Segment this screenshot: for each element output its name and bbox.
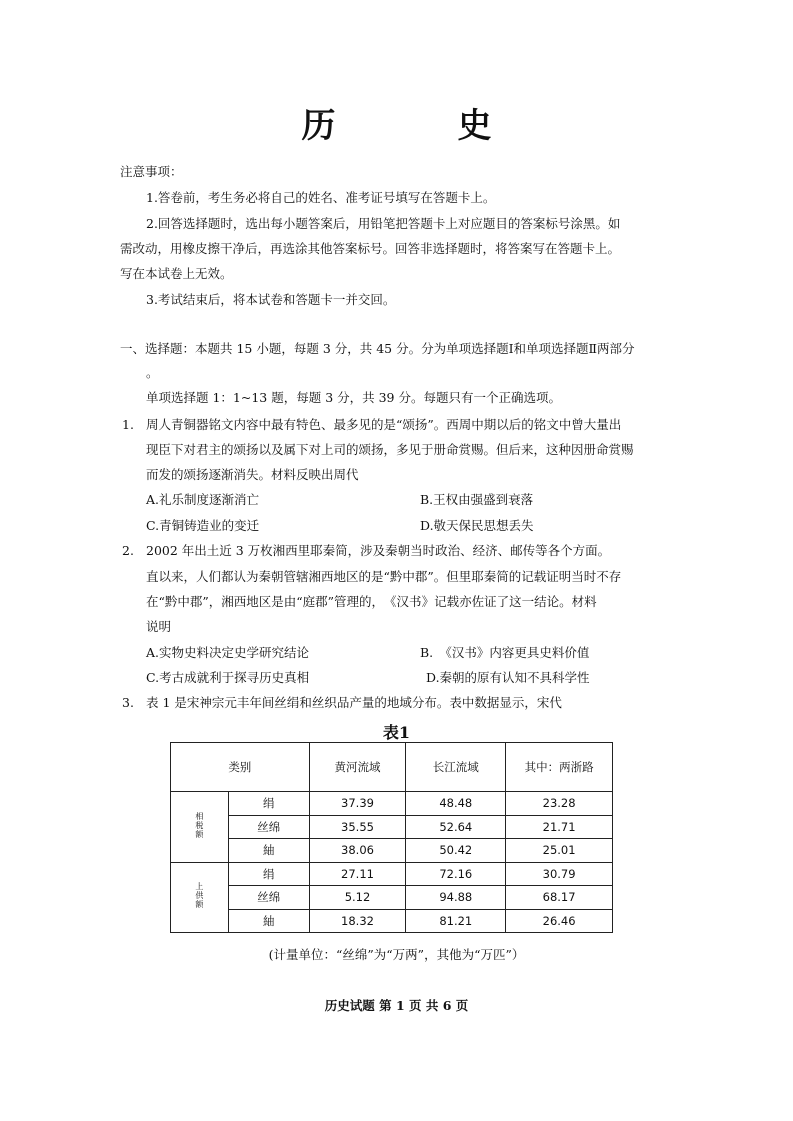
section-subheading: 单项选择题 1：1~13 题，每题 3 分，共 39 分。每题只有一个正确选项。	[146, 390, 561, 405]
table-caption: 表1	[382, 723, 411, 742]
table-cell: 94.88	[406, 886, 506, 910]
table-header-row	[171, 743, 613, 792]
table-item: 紬	[228, 909, 309, 933]
table-cell: 50.42	[406, 839, 506, 863]
table-cell: 38.06	[309, 839, 406, 863]
question-2-line-3: 在“黔中郡”，湘西地区是由“庭郡”管理的， 《汉书》记载亦佐证了这一结论。材料	[146, 594, 597, 609]
table-cell: 18.32	[309, 909, 406, 933]
table-group-label: 相税额	[194, 811, 204, 839]
table-cell: 72.16	[406, 862, 506, 886]
table-row	[171, 886, 613, 910]
table-cell: 37.39	[309, 792, 406, 816]
question-1-line-2: 现臣下对君主的颂扬以及属下对上司的颂扬，多见于册命赏赐。但后来，这种因册命赏赐	[146, 442, 634, 457]
table-item: 绢	[228, 792, 309, 816]
question-2-option-b[interactable]: B. 《汉书》内容更具史料价值	[420, 645, 590, 660]
table-cell: 25.01	[506, 839, 613, 863]
table-row	[171, 862, 613, 886]
table-cell: 23.28	[506, 792, 613, 816]
table-item: 丝绵	[228, 886, 309, 910]
question-2-line-1: 2002 年出土近 3 万枚湘西里耶秦简，涉及秦朝当时政治、经济、邮传等各个方面。	[146, 543, 611, 558]
notice-item-2-line-3: 写在本试卷上无效。	[120, 266, 233, 281]
table-header-yangtze: 长江流域	[406, 743, 506, 792]
notice-item-2-line-2: 需改动，用橡皮擦干净后，再选涂其他答案标号。回答非选择题时，将答案写在答题卡上。	[120, 241, 621, 256]
question-2-option-d[interactable]: D.秦朝的原有认知不具科学性	[426, 670, 590, 685]
table-cell: 30.79	[506, 862, 613, 886]
table-row	[171, 792, 613, 816]
page-footer: 历史试题 第 1 页 共 6 页	[324, 998, 469, 1013]
question-2-line-4: 说明	[146, 619, 172, 634]
notice-item-1: 1.答卷前，考生务必将自己的姓名、准考证号填写在答题卡上。	[146, 190, 496, 205]
notice-item-2-line-1: 2.回答选择题时，选出每小题答案后，用铅笔把答题卡上对应题目的答案标号涂黑。如	[146, 216, 621, 231]
table-row	[171, 815, 613, 839]
question-1-number: 1.	[122, 417, 134, 432]
table-item: 紬	[228, 839, 309, 863]
question-1-option-a[interactable]: A.礼乐制度逐渐消亡	[146, 492, 260, 507]
section-heading-tail: 。	[146, 365, 159, 380]
question-1-line-3: 而发的颂扬逐渐消失。材料反映出周代	[146, 467, 359, 482]
table-item: 丝绵	[228, 815, 309, 839]
table-group-label: 上供额	[194, 882, 204, 910]
table-cell: 26.46	[506, 909, 613, 933]
page-title: 历 史	[301, 106, 536, 146]
table-row	[171, 909, 613, 933]
silk-production-table	[170, 742, 613, 933]
question-1-option-b[interactable]: B.王权由强盛到衰落	[420, 492, 534, 507]
question-1-option-d[interactable]: D.敬天保民思想丢失	[420, 518, 534, 533]
table-header-yellow-river: 黄河流域	[309, 743, 406, 792]
table-cell: 81.21	[406, 909, 506, 933]
table-cell: 27.11	[309, 862, 406, 886]
table-header-liangzhe: 其中：两浙路	[506, 743, 613, 792]
table-row	[171, 839, 613, 863]
question-3-number: 3.	[122, 695, 134, 710]
table-cell: 5.12	[309, 886, 406, 910]
table-cell: 21.71	[506, 815, 613, 839]
section-heading: 一、选择题：本题共 15 小题，每题 3 分，共 45 分。分为单项选择题Ⅰ和单项选择题Ⅱ两部分	[120, 341, 635, 356]
table-cell: 48.48	[406, 792, 506, 816]
table-unit-note: (计量单位：“丝绵”为“万两”，其他为“万匹”）	[268, 947, 525, 962]
table-cell: 35.55	[309, 815, 406, 839]
question-1-line-1: 周人青铜器铭文内容中最有特色、最多见的是“颂扬”。西周中期以后的铭文中曾大量出	[146, 417, 622, 432]
question-1-option-c[interactable]: C.青铜铸造业的变迁	[146, 518, 260, 533]
question-2-number: 2.	[122, 543, 134, 558]
table-cell: 52.64	[406, 815, 506, 839]
table-cell: 68.17	[506, 886, 613, 910]
table-header-category: 类别	[171, 743, 310, 792]
question-2-line-2: 直以来，人们都认为秦朝管辖湘西地区的是“黔中郡”。但里耶秦简的记载证明当时不存	[146, 569, 622, 584]
table-group-label-cell	[171, 862, 229, 933]
question-3-line-1: 表 1 是宋神宗元丰年间丝绢和丝织品产量的地域分布。表中数据显示，宋代	[146, 695, 562, 710]
table-group-label-cell	[171, 792, 229, 863]
table-item: 绢	[228, 862, 309, 886]
notice-item-3: 3.考试结束后，将本试卷和答题卡一并交回。	[146, 292, 396, 307]
notice-heading: 注意事项：	[120, 164, 183, 179]
question-2-option-c[interactable]: C.考古成就利于探寻历史真相	[146, 670, 310, 685]
question-2-option-a[interactable]: A.实物史料决定史学研究结论	[146, 645, 310, 660]
